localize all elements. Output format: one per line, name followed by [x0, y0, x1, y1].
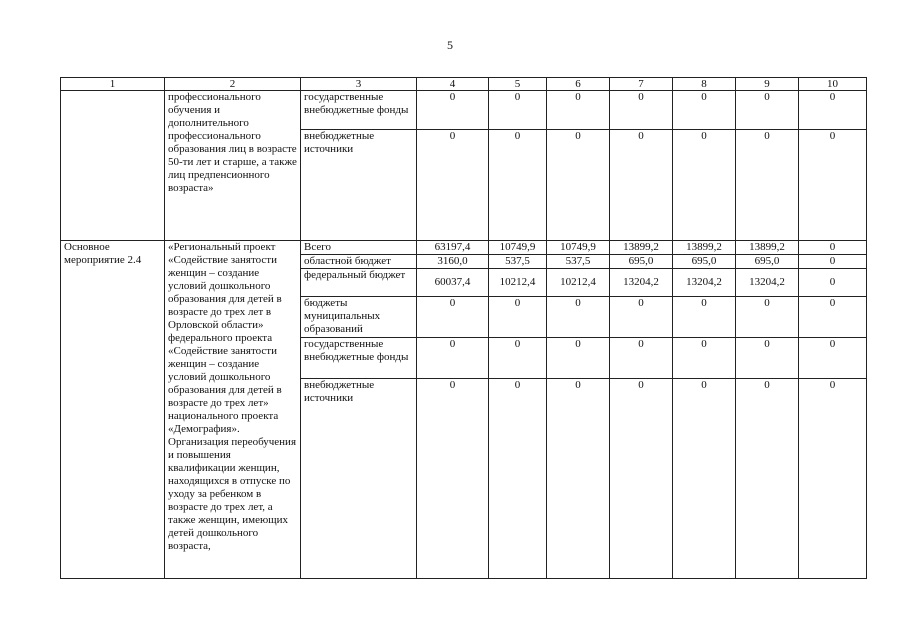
value-cell: 0	[673, 379, 736, 579]
value-cell: 0	[610, 338, 673, 379]
value-cell: 0	[799, 241, 867, 255]
funding-source-cell: Всего	[301, 241, 417, 255]
value-cell: 0	[736, 379, 799, 579]
value-cell: 0	[489, 338, 547, 379]
value-cell: 10212,4	[547, 269, 610, 297]
header-cell: 5	[489, 78, 547, 91]
value-cell: 0	[547, 130, 610, 241]
value-cell: 0	[417, 379, 489, 579]
value-cell: 0	[736, 297, 799, 338]
value-cell: 0	[547, 379, 610, 579]
value-cell: 0	[547, 91, 610, 130]
value-cell: 695,0	[736, 255, 799, 269]
value-cell: 0	[489, 297, 547, 338]
header-cell: 9	[736, 78, 799, 91]
budget-table	[60, 77, 867, 579]
value-cell: 0	[673, 297, 736, 338]
value-cell: 0	[417, 130, 489, 241]
value-cell: 0	[736, 130, 799, 241]
header-cell: 2	[165, 78, 301, 91]
value-cell: 13899,2	[673, 241, 736, 255]
measure-name-cell: Основное мероприятие 2.4	[61, 241, 165, 579]
value-cell: 0	[610, 297, 673, 338]
header-cell: 6	[547, 78, 610, 91]
value-cell: 0	[489, 91, 547, 130]
value-cell: 10749,9	[547, 241, 610, 255]
funding-source-cell: государственные внебюджетные фонды	[301, 91, 417, 130]
value-cell: 13899,2	[610, 241, 673, 255]
table-row	[61, 91, 867, 130]
page-number: 5	[447, 38, 453, 52]
header-cell: 10	[799, 78, 867, 91]
table-row	[61, 241, 867, 255]
header-cell: 7	[610, 78, 673, 91]
value-cell: 0	[547, 338, 610, 379]
value-cell: 0	[799, 297, 867, 338]
value-cell: 60037,4	[417, 269, 489, 297]
value-cell: 0	[417, 297, 489, 338]
value-cell: 537,5	[547, 255, 610, 269]
value-cell: 537,5	[489, 255, 547, 269]
value-cell: 13899,2	[736, 241, 799, 255]
value-cell: 695,0	[610, 255, 673, 269]
value-cell: 0	[799, 130, 867, 241]
header-cell: 3	[301, 78, 417, 91]
value-cell: 0	[799, 255, 867, 269]
measure-description-cell: «Региональный проект «Содействие занятости женщин – создание условий дошкольного образования для детей в возрасте до трех лет в Орловской области» федерального проекта «Содействие занятости женщин – создание условий дошкольного образования для детей в возрасте до трех лет» национального проекта «Демография». Организация переобучения и повышения квалификации женщин, находящихся в отпуске по уходу за ребенком в возрасте до трех лет, а также женщин, имеющих детей дошкольного возраста,	[165, 241, 301, 579]
value-cell: 0	[799, 379, 867, 579]
measure-name-cell	[61, 91, 165, 241]
value-cell: 0	[673, 130, 736, 241]
funding-source-cell: внебюджетные источники	[301, 379, 417, 579]
funding-source-cell: внебюджетные источники	[301, 130, 417, 241]
value-cell: 10749,9	[489, 241, 547, 255]
funding-source-cell: областной бюджет	[301, 255, 417, 269]
funding-source-cell: государственные внебюджетные фонды	[301, 338, 417, 379]
value-cell: 13204,2	[673, 269, 736, 297]
value-cell: 0	[417, 91, 489, 130]
header-cell: 8	[673, 78, 736, 91]
value-cell: 0	[547, 297, 610, 338]
value-cell: 0	[489, 379, 547, 579]
header-cell: 4	[417, 78, 489, 91]
value-cell: 0	[417, 338, 489, 379]
value-cell: 0	[799, 91, 867, 130]
value-cell: 0	[489, 130, 547, 241]
header-cell: 1	[61, 78, 165, 91]
measure-description-cell: профессионального обучения и дополнительного профессионального образования лиц в возрасте 50-ти лет и старше, а также лиц предпенсионного возраста»	[165, 91, 301, 241]
value-cell: 13204,2	[610, 269, 673, 297]
value-cell: 0	[610, 91, 673, 130]
value-cell: 0	[673, 91, 736, 130]
value-cell: 0	[736, 338, 799, 379]
value-cell: 63197,4	[417, 241, 489, 255]
value-cell: 13204,2	[736, 269, 799, 297]
value-cell: 3160,0	[417, 255, 489, 269]
value-cell: 0	[799, 269, 867, 297]
value-cell: 0	[799, 338, 867, 379]
value-cell: 0	[610, 130, 673, 241]
funding-source-cell: бюджеты муниципальных образований	[301, 297, 417, 338]
funding-source-cell: федеральный бюджет	[301, 269, 417, 297]
value-cell: 695,0	[673, 255, 736, 269]
value-cell: 0	[736, 91, 799, 130]
value-cell: 0	[610, 379, 673, 579]
value-cell: 10212,4	[489, 269, 547, 297]
header-row	[61, 78, 867, 91]
value-cell: 0	[673, 338, 736, 379]
